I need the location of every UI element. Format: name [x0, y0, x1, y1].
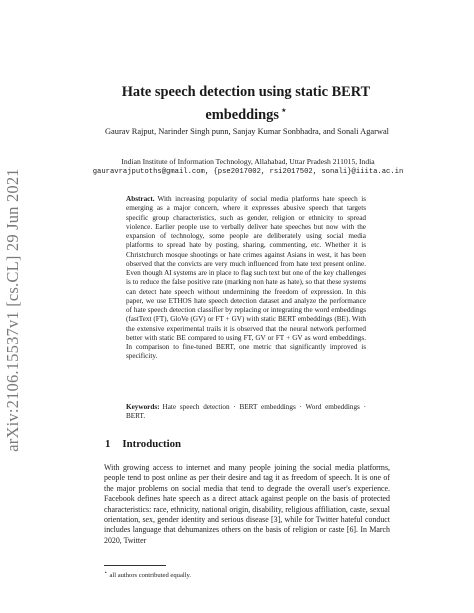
- introduction-paragraph: With growing access to internet and many people joining the social media platforms, people tend to post online as per their desire and tag it as freedom of speech. It is one of the major problems on social media that tend to degrade the overall user's experience. Facebook defines hate speech as a direct attack against people on the basis of protected characteristics: race, ethnicity, national origin, disability, religious affiliation, caste, sexual orientation, sex, gender identity and serious disease [3], while for Twitter hateful conduct includes language that dehumanizes others on the basis of religion or caste [6]. In March 2020, Twitter: [104, 463, 390, 545]
- affiliation: Indian Institute of Information Technology, Allahabad, Uttar Pradesh 211015, India: [121, 157, 375, 166]
- keywords: [126, 403, 366, 422]
- paper-title-text: Hate speech detection using static BERT embeddings: [121, 84, 371, 123]
- arxiv-id: arXiv:2106.15537v1 [cs.CL] 29 Jun 2021: [3, 168, 22, 452]
- title-footnote-mark: ⋆: [280, 105, 287, 115]
- abstract-label: Abstract.: [126, 195, 155, 203]
- abstract-text: With increasing popularity of social media platforms hate speech is emerging as a major concern, where it expresses abusive speech that targets specific group characteristics, such as gender, religion or ethnicity to spread violence. Earlier people use to verbally deliver hate speeches but now with the expansion of technology, some people are deliberately using social media platforms to spread hate by posting, sharing, commenting, etc. Whether it is Christchurch mosque shootings or hate crimes against Asians in west, it has been observed that the convicts are very much influenced from hate text present online. Even though AI systems are in place to flag such text but one of the key challenges is to reduce the false positive rate (marking non hate as hate), so that these systems can detect hate speech without undermining the freedom of expression. In this paper, we use ETHOS hate speech detection dataset and analyze the performance of hate speech detection classifier by replacing or integrating the word embeddings (fastText (FT), GloVe (GV) or FT + GV) with static BERT embeddings (BE). With the extensive experimental trails it is observed that the neural network performed better with static BE compared to using FT, GV or FT + GV as word embeddings. In comparison to fine-tuned BERT, one metric that significantly improved is specificity.: [126, 195, 366, 361]
- author-emails: gauravrajputoths@gmail.com, {pse2017002, rsi2017502, sonali}@iiita.ac.in: [92, 168, 404, 176]
- keywords-label: Keywords:: [126, 403, 160, 411]
- section-number: 1: [105, 438, 111, 450]
- keywords-text: Hate speech detection · BERT embeddings · Word embeddings · BERT.: [126, 403, 366, 421]
- abstract: [126, 195, 366, 362]
- footnote-divider: [104, 565, 166, 566]
- author-list: Gaurav Rajput, Narinder Singh punn, Sanjay Kumar Sonbhadra, and Sonali Agarwal: [105, 127, 389, 136]
- footnote-text: all authors contributed equally.: [109, 572, 192, 580]
- paper-title: [90, 83, 402, 124]
- section-heading: [105, 438, 181, 450]
- footnote-mark: ⋆: [104, 570, 108, 576]
- footnote: [104, 569, 191, 580]
- arxiv-stamp: [0, 120, 26, 500]
- section-title: Introduction: [122, 438, 182, 450]
